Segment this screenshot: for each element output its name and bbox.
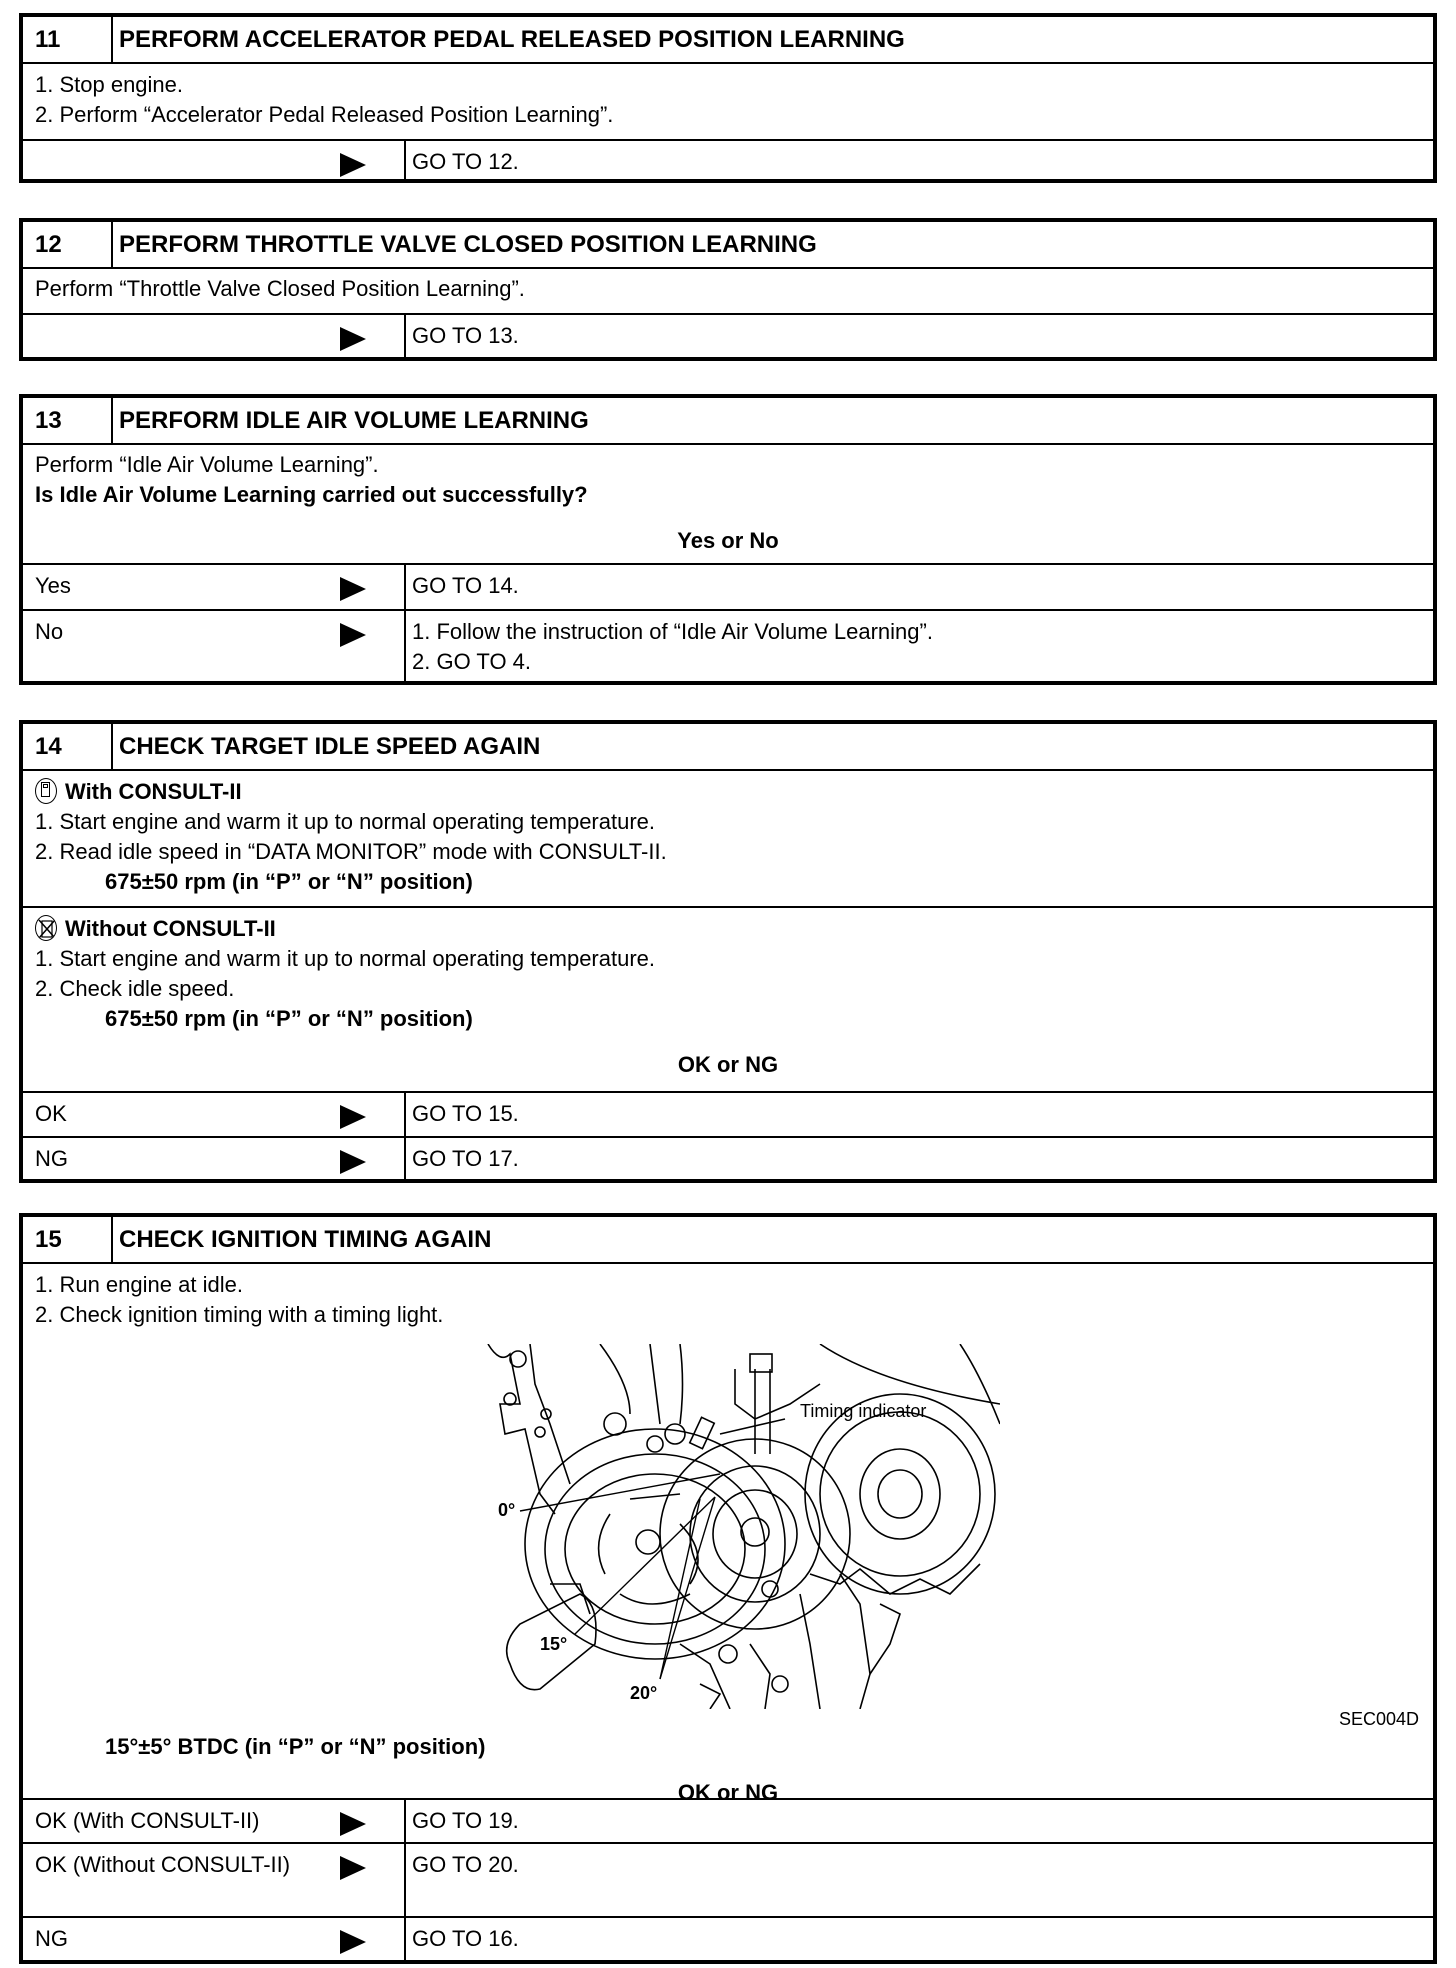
branch-result-link[interactable]: GO TO 20. (412, 1852, 519, 1877)
step-15-block (19, 1213, 1437, 1964)
branch-row-ok (23, 1091, 1433, 1136)
branch-condition: OK (With CONSULT-II) (23, 1800, 406, 1842)
without-consult-heading: Without CONSULT-II (35, 914, 1421, 944)
arrow-right-icon (340, 1105, 366, 1129)
with-consult-heading: With CONSULT-II (35, 777, 1421, 807)
step-line: 1. Start engine and warm it up to normal operating temperature. (35, 946, 656, 971)
step-line: Perform “Throttle Valve Closed Position Learning”. (35, 276, 525, 301)
result-line-link[interactable]: 2. GO TO 4. (412, 649, 532, 674)
branch-condition: NG (23, 1138, 406, 1181)
step-number: 14 (23, 724, 113, 769)
step-body (23, 1264, 1433, 1805)
branch-row (23, 139, 1433, 183)
branch-result-link[interactable]: GO TO 19. (412, 1808, 519, 1833)
step-line: 2. Check ignition timing with a timing light. (35, 1302, 444, 1327)
arrow-right-icon (340, 1812, 366, 1836)
no-consult-ii-icon (35, 915, 57, 941)
decision-label: OK or NG (677, 1052, 779, 1077)
step-body (23, 445, 1433, 563)
spec-value: 15°±5° BTDC (in “P” or “N” position) (105, 1734, 486, 1759)
step-title: PERFORM ACCELERATOR PEDAL RELEASED POSITION LEARNING (119, 25, 905, 53)
consult-ii-icon (35, 778, 57, 804)
step-line: Perform “Idle Air Volume Learning”. (35, 452, 379, 477)
arrow-right-icon (340, 153, 366, 177)
without-consult-panel (23, 906, 1433, 1091)
step-header (23, 17, 1433, 64)
branch-condition: Yes (23, 565, 406, 609)
step-number: 11 (23, 17, 113, 62)
branch-row-yes (23, 563, 1433, 609)
branch-row-no (23, 609, 1433, 685)
step-14-block (19, 720, 1437, 1183)
step-body (23, 269, 1433, 313)
step-line: 2. Check idle speed. (35, 976, 235, 1001)
step-12-block (19, 218, 1437, 361)
branch-condition: OK (Without CONSULT-II) (23, 1844, 406, 1916)
step-body (23, 64, 1433, 139)
step-line: 1. Start engine and warm it up to normal operating temperature. (35, 809, 656, 834)
spec-value: 675±50 rpm (in “P” or “N” position) (105, 869, 473, 894)
ignition-timing-diagram (480, 1344, 1000, 1709)
step-number: 12 (23, 222, 113, 267)
arrow-right-icon (340, 1856, 366, 1880)
step-header (23, 222, 1433, 269)
branch-result-link[interactable]: GO TO 12. (412, 149, 519, 174)
branch-result-link[interactable]: GO TO 14. (412, 573, 519, 598)
branch-condition (23, 315, 406, 357)
branch-row-ng (23, 1136, 1433, 1181)
timing-indicator-label: Timing indicator (800, 1401, 927, 1421)
step-line: 1. Run engine at idle. (35, 1272, 243, 1297)
branch-row (23, 313, 1433, 357)
mark-0-label: 0° (498, 1500, 516, 1520)
branch-result-link[interactable]: GO TO 15. (412, 1101, 519, 1126)
branch-result (406, 611, 1433, 685)
arrow-right-icon (340, 327, 366, 351)
step-number: 15 (23, 1217, 113, 1262)
mark-20-label: 20° (630, 1683, 658, 1703)
step-13-block (19, 394, 1437, 685)
mark-15-label: 15° (540, 1634, 568, 1654)
step-title: PERFORM IDLE AIR VOLUME LEARNING (119, 406, 589, 434)
step-line: 2. Perform “Accelerator Pedal Released Position Learning”. (35, 102, 614, 127)
branch-condition: No (23, 611, 406, 685)
branch-row-ng (23, 1916, 1433, 1962)
step-number: 13 (23, 398, 113, 443)
decision-label: Yes or No (677, 528, 779, 553)
step-line: 2. Read idle speed in “DATA MONITOR” mode with CONSULT-II. (35, 839, 667, 864)
step-question: Is Idle Air Volume Learning carried out successfully? (35, 482, 588, 507)
step-title: CHECK IGNITION TIMING AGAIN (119, 1225, 492, 1253)
step-title: PERFORM THROTTLE VALVE CLOSED POSITION LEARNING (119, 230, 817, 258)
step-header (23, 1217, 1433, 1264)
branch-result-link[interactable]: GO TO 13. (412, 323, 519, 348)
branch-condition: OK (23, 1093, 406, 1136)
arrow-right-icon (340, 1930, 366, 1954)
step-header (23, 724, 1433, 771)
result-line: 1. Follow the instruction of “Idle Air Volume Learning”. (412, 619, 933, 644)
decision-label: OK or NG (677, 1780, 779, 1805)
step-11-block (19, 13, 1437, 183)
branch-result-link[interactable]: GO TO 16. (412, 1926, 519, 1951)
branch-row-ok-without-consult (23, 1842, 1433, 1916)
step-header (23, 398, 1433, 445)
arrow-right-icon (340, 1150, 366, 1174)
step-title: CHECK TARGET IDLE SPEED AGAIN (119, 732, 541, 760)
branch-result-link[interactable]: GO TO 17. (412, 1146, 519, 1171)
with-consult-panel (23, 771, 1433, 906)
spec-value: 675±50 rpm (in “P” or “N” position) (105, 1006, 473, 1031)
branch-condition (23, 141, 406, 183)
step-line: 1. Stop engine. (35, 72, 184, 97)
branch-condition: NG (23, 1918, 406, 1962)
arrow-right-icon (340, 577, 366, 601)
arrow-right-icon (340, 623, 366, 647)
figure-code: SEC004D (1338, 1709, 1419, 1729)
